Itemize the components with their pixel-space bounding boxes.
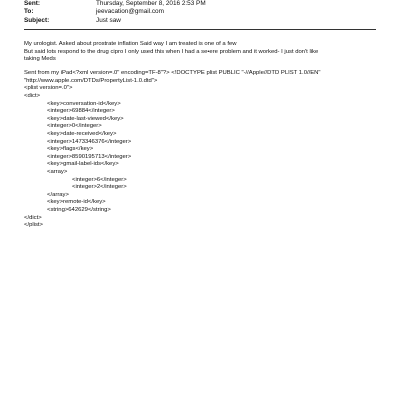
plist-line: <string>642629</string> [47, 206, 111, 213]
to-label: To: [24, 8, 34, 15]
plist-line: <key>flags</key> [47, 146, 94, 153]
plist-line: <integer>0</integer> [47, 123, 102, 130]
subject-value: Just saw [96, 17, 121, 24]
sent-label: Sent: [24, 0, 40, 7]
plist-line: <dict> [24, 93, 41, 100]
plist-line: <array> [47, 169, 68, 175]
plist-line: <key>gmail-label-ids</key> [47, 161, 119, 168]
plist-line: <integer>1473346376</integer> [47, 138, 132, 145]
plist-line: <integer>2</integer> [72, 184, 127, 191]
plist-line: <integer>8590195713</integer> [47, 153, 132, 160]
plist-line: <integer>6</integer> [72, 176, 127, 183]
signature-paragraph [24, 70, 380, 85]
body-line: My urologist. Asked about prostrate inflation Said way I am treated is one of a few [24, 41, 237, 47]
subject-label: Subject: [24, 17, 50, 24]
plist-line: <plist version=.0"> [24, 85, 73, 92]
header-divider [24, 29, 376, 30]
email-body [24, 41, 380, 230]
plist-block [24, 85, 380, 229]
body-line: "http://www.apple.com/DTDs/PropertyList-1.0.dtd"> [24, 77, 158, 84]
sent-value: Thursday, September 8, 2016 2:53 PM [96, 0, 206, 7]
plist-line: </array> [47, 191, 69, 198]
message-paragraph [24, 41, 380, 64]
plist-line: <key>date-last-viewed</key> [47, 115, 124, 122]
plist-line: <key>conversation-id</key> [47, 100, 121, 107]
body-line: taking Meds [24, 56, 56, 63]
body-line: But said lots respond to the drug cipro I only used this when I had a se•ere problem and it worked- I just don't like [24, 48, 319, 55]
plist-line: </plist> [24, 222, 43, 229]
plist-line: <key>remote-id</key> [47, 199, 106, 206]
plist-line: <key>date-received</key> [47, 131, 117, 138]
body-line: Sent from my iPad<?xml version=.0" encoding=TF-8"?> <!DOCTYPE plist PUBLIC "-//Apple//DTD PLIST 1.0//EN" [24, 70, 321, 77]
plist-line: <integer>69884</integer> [47, 108, 115, 115]
to-value: jeevacation@gmail.com [96, 8, 164, 15]
plist-line: </dict> [24, 214, 42, 221]
